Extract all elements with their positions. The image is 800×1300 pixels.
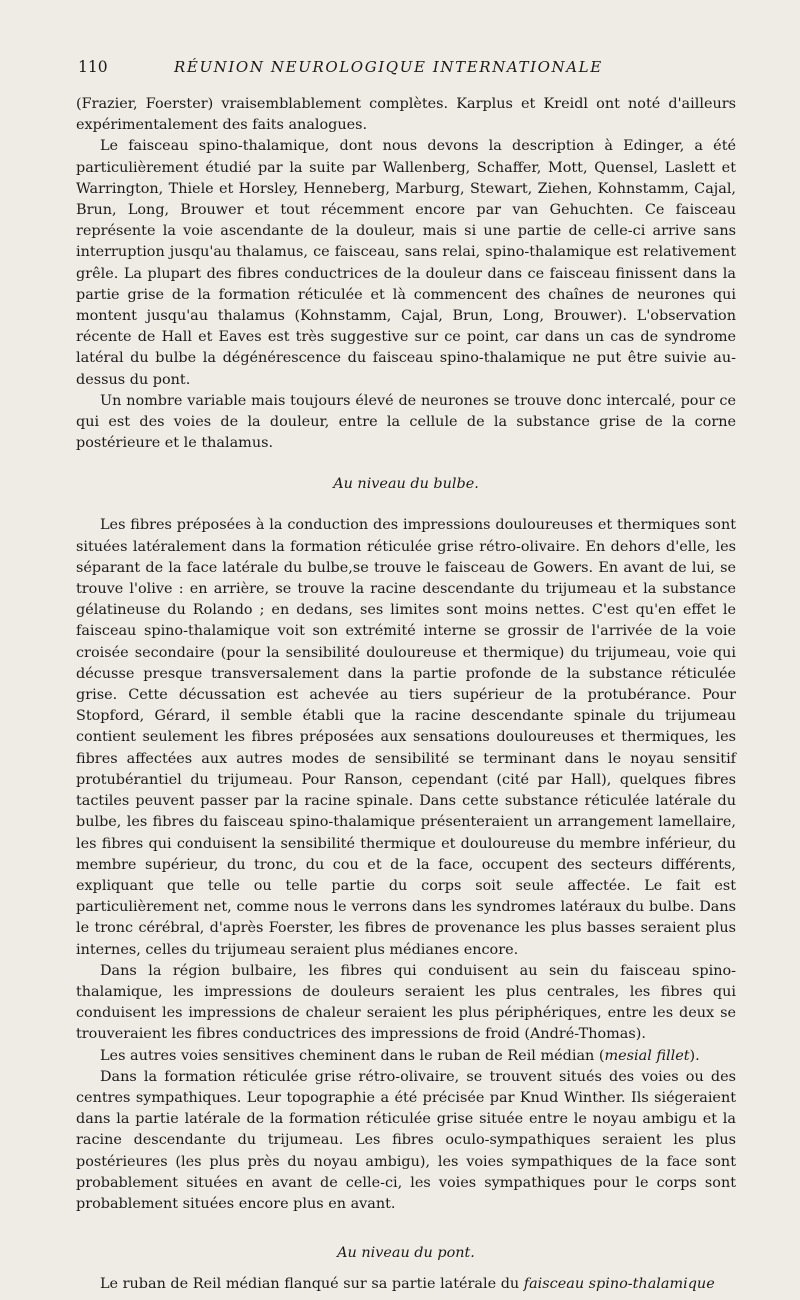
pont-term: faisceau spino-thalamique xyxy=(523,1276,715,1293)
lemnisque-end: ). xyxy=(689,1047,700,1064)
lemnisque-term: mesial fillet xyxy=(604,1047,690,1064)
pont-text: Le ruban de Reil médian flanqué sur sa partie latérale du xyxy=(100,1276,524,1293)
paragraph-pont xyxy=(76,1274,736,1295)
section-heading-bulbe: Au niveau du bulbe. xyxy=(333,476,479,493)
paragraph-neurons: Un nombre variable mais toujours élevé de neurones se trouve donc intercalé, pour ce qui est des voies de la douleur, entre la cellule de la substance grise de la corne postérieure et le thalamus. xyxy=(76,392,736,452)
page-header xyxy=(76,58,736,84)
paragraph-continuation: (Frazier, Foerster) vraisemblablement complètes. Karplus et Kreidl ont noté d'ailleurs expérimentalement des faits analogues. xyxy=(76,96,736,134)
paragraph-bulbe-fibres: Les fibres préposées à la conduction des impressions douloureuses et thermiques sont situées latéralement dans la formation réticulée grise rétro-olivaire. En dehors d'elle, les séparant de la face latérale du bulbe,se trouve le faisceau de Gowers. En avant de lui, se trouve l'olive : en arrière, se trouve la racine descendante du trijumeau et la substance gélatineuse du Rolando ; en dedans, ses limites sont moins nettes. C'est qu'en effet le faisceau spino-thalamique voit son extrémité interne se grossir de l'arrivée de la voie croisée secondaire (pour la sensibilité douloureuse et thermique) du trijumeau, voie qui décusse presque transversalement dans la partie profonde de la substance réticulée grise. Cette décussation est achevée au tiers supérieur de la protubérance. Pour Stopford, Gérard, il semble établi que la racine descendante spinale du trijumeau contient seulement les fibres préposées aux sensations douloureuses et thermiques, les fibres affectées aux autres modes de sensibilité se terminant dans le noyau sensitif protubérantiel du trijumeau. Pour Ranson, cependant (cité par Hall), quelques fibres tactiles peuvent passer par la racine spinale. Dans cette substance réticulée latérale du bulbe, les fibres du faisceau spino-thalamique présenteraient un arrangement lamellaire, les fibres qui conduisent la sensibilité thermique et douloureuse du membre inférieur, du membre supérieur, du tronc, du cou et de la face, occupent des secteurs différents, expliquant que telle ou telle partie du corps soit seule affectée. Le fait est particulièrement net, comme nous le verrons dans les syndromes latéraux du bulbe. Dans le tronc cérébral, d'après Foerster, les fibres de provenance les plus basses seraient plus internes, celles du trijumeau seraient plus médianes encore. xyxy=(76,517,736,958)
paragraph-lemnisque xyxy=(76,1046,736,1067)
page-number: 110 xyxy=(78,58,108,76)
page xyxy=(76,58,736,1295)
paragraph-spino-thalamic: Le faisceau spino-thalamique, dont nous devons la description à Edinger, a été particulièrement étudié par la suite par Wallenberg, Schaffer, Mott, Quensel, Laslett et Warrington, Thiele et Horsley, Henneberg, Marburg, Stewart, Ziehen, Kohnstamm, Cajal, Brun, Long, Brouwer et tout récemment encore par van Gehuchten. Ce faisceau représente la voie ascendante de la douleur, mais si une partie de celle-ci arrive sans interruption jusqu'au thalamus, ce faisceau, sans relai, spino-thalamique est relativement grêle. La plupart des fibres conductrices de la douleur dans ce faisceau finissent dans la partie grise de la formation réticulée et là commencent des chaînes de neurones qui montent jusqu'au thalamus (Kohnstamm, Cajal, Brun, Long, Brouwer). L'observation récente de Hall et Eaves est très suggestive sur ce point, car dans un cas de syndrome latéral du bulbe la dégénérescence du faisceau spino-thalamique ne put être suivie au-dessus du pont. xyxy=(76,138,736,388)
running-title: RÉUNION NEUROLOGIQUE INTERNATIONALE xyxy=(174,58,603,76)
lemnisque-text: Les autres voies sensitives cheminent dans le ruban de Reil médian ( xyxy=(100,1047,605,1064)
paragraph-sympathetic: Dans la formation réticulée grise rétro-olivaire, se trouvent situés des voies ou des centres sympathiques. Leur topographie a été précisée par Knud Winther. Ils siégeraient dans la partie latérale de la formation réticulée grise située entre le noyau ambigu et la racine descendante du trijumeau. Les fibres oculo-sympathiques seraient les plus postérieures (les plus près du noyau ambigu), les voies sympathiques de la face sont probablement situées en avant de celle-ci, les voies sympathiques pour le corps sont probablement situées encore plus en avant. xyxy=(76,1068,736,1212)
paragraph-bulbe-region: Dans la région bulbaire, les fibres qui conduisent au sein du faisceau spino-thalamique, les impressions de douleurs seraient les plus centrales, les fibres qui conduisent les impressions de chaleur seraient les plus périphériques, entre les deux se trouveraient les fibres conductrices des impressions de froid (André-Thomas). xyxy=(76,962,736,1043)
section-heading-pont: Au niveau du pont. xyxy=(337,1245,475,1262)
